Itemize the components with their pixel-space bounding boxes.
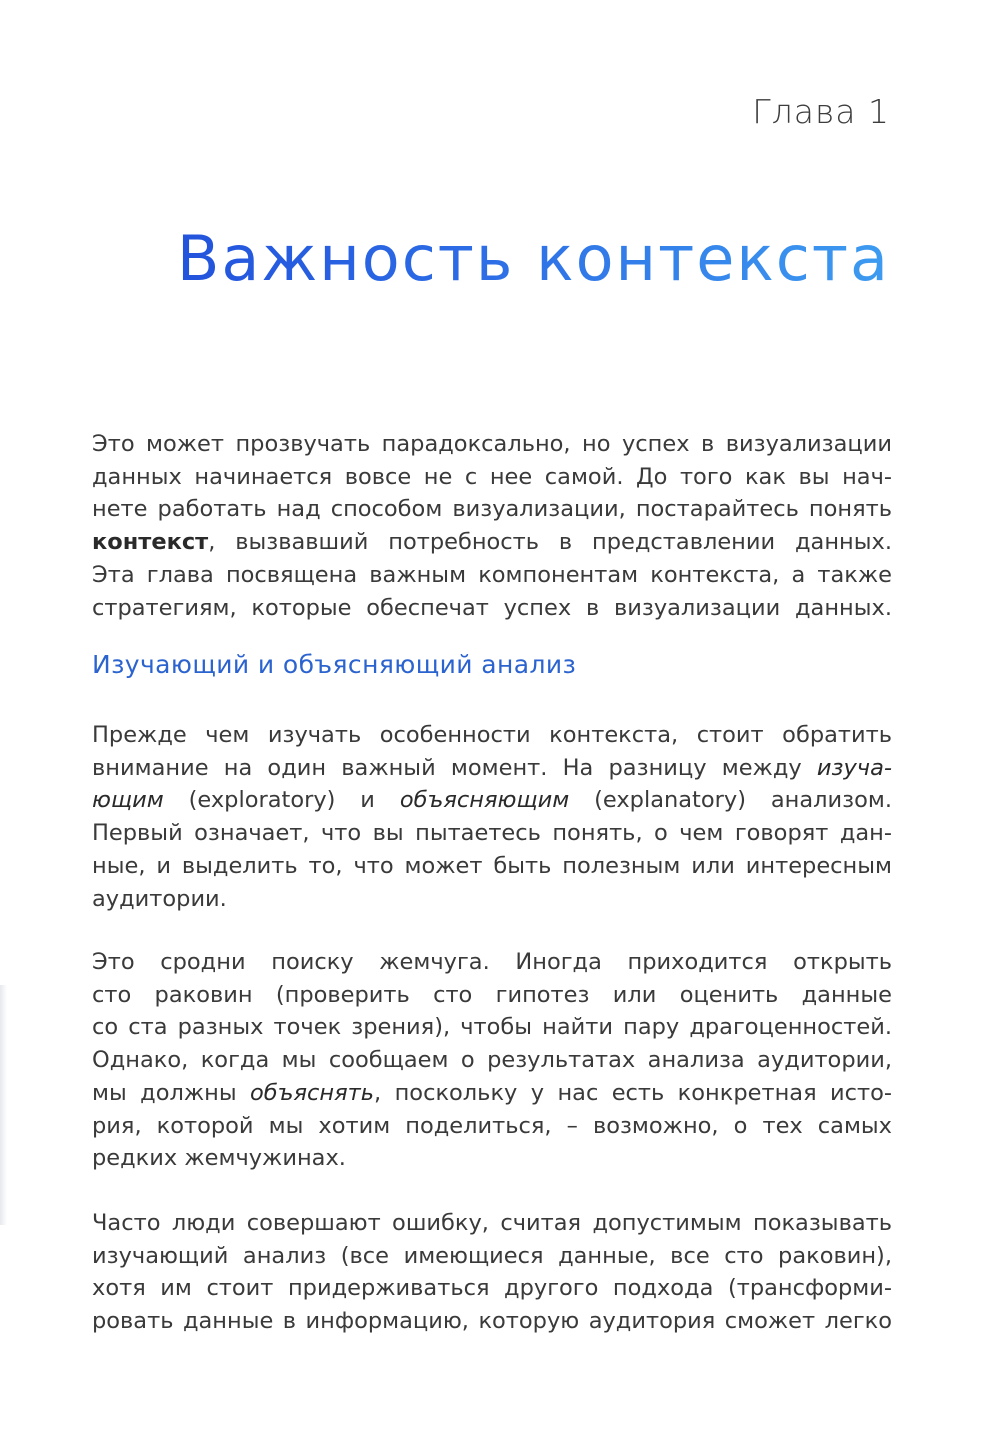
- chapter-label: Глава 1: [752, 92, 890, 131]
- text-line: хотя им стоит придерживаться другого подхода (трансформи-: [92, 1275, 892, 1302]
- body-paragraph: [92, 719, 892, 915]
- text-line: Однако, когда мы сообщаем о результатах анализа аудитории,: [92, 1047, 892, 1074]
- text-line: Это может прозвучать парадоксально, но успех в визуализации: [92, 431, 892, 457]
- bold-term: контекст: [92, 529, 209, 556]
- text-line: [92, 1077, 892, 1110]
- text-line: сто раковин (проверить сто гипотез или оценить данные: [92, 981, 892, 1008]
- italic-term: объясняющим: [399, 787, 570, 814]
- text-span: мы должны: [92, 1079, 250, 1106]
- text-line: Это сродни поиску жемчуга. Иногда приходится открыть: [92, 949, 892, 975]
- italic-term: объяснять: [249, 1079, 375, 1106]
- text-line: изучающий анализ (все имеющиеся данные, все сто раковин),: [92, 1242, 892, 1269]
- text-span: (exploratory) и: [163, 787, 400, 814]
- text-line: стратегиям, которые обеспечат успех в визуализации данных.: [92, 594, 892, 621]
- text-line: Часто люди совершают ошибку, считая допустимым показывать: [92, 1210, 892, 1236]
- text-span: внимание на один важный момент. На разницу между: [92, 754, 817, 781]
- text-line: нете работать над способом визуализации, постарайтесь понять: [92, 496, 892, 523]
- text-line: ные, и выделить то, что может быть полезным или интересным: [92, 852, 892, 879]
- intro-paragraph: [92, 428, 892, 624]
- text-line: со ста разных точек зрения), чтобы найти пару драгоценностей.: [92, 1014, 892, 1041]
- italic-term: ющим: [92, 787, 164, 814]
- text-line: данных начинается вовсе не с нее самой. До того как вы нач-: [92, 463, 892, 490]
- chapter-title: Важность контекста: [0, 222, 890, 296]
- text-line: Эта глава посвящена важным компонентам контекста, а также: [92, 561, 892, 588]
- page-edge-shadow: [0, 985, 7, 1225]
- text-line: [92, 784, 892, 817]
- text-span: , поскольку у нас есть конкретная исто-: [374, 1079, 892, 1106]
- body-paragraph: [92, 1207, 892, 1338]
- text-line: рия, которой мы хотим поделиться, – возможно, о тех самых: [92, 1112, 892, 1139]
- italic-term: изуча-: [816, 754, 892, 781]
- section-heading: Изучающий и объясняющий анализ: [92, 650, 577, 679]
- text-line: ровать данные в информацию, которую аудитория сможет легко: [92, 1308, 892, 1335]
- body-paragraph: [92, 946, 892, 1175]
- text-line: аудитории.: [92, 885, 227, 912]
- text-line: редких жемчужинах.: [92, 1145, 346, 1172]
- text-line: Первый означает, что вы пытаетесь понять, о чем говорят дан-: [92, 820, 892, 847]
- text-line: [92, 526, 892, 559]
- text-span: , вызвавший потребность в представлении данных.: [208, 529, 892, 556]
- text-span: (explanatory) анализом.: [569, 787, 893, 814]
- text-line: [92, 752, 892, 785]
- text-line: Прежде чем изучать особенности контекста, стоит обратить: [92, 722, 892, 748]
